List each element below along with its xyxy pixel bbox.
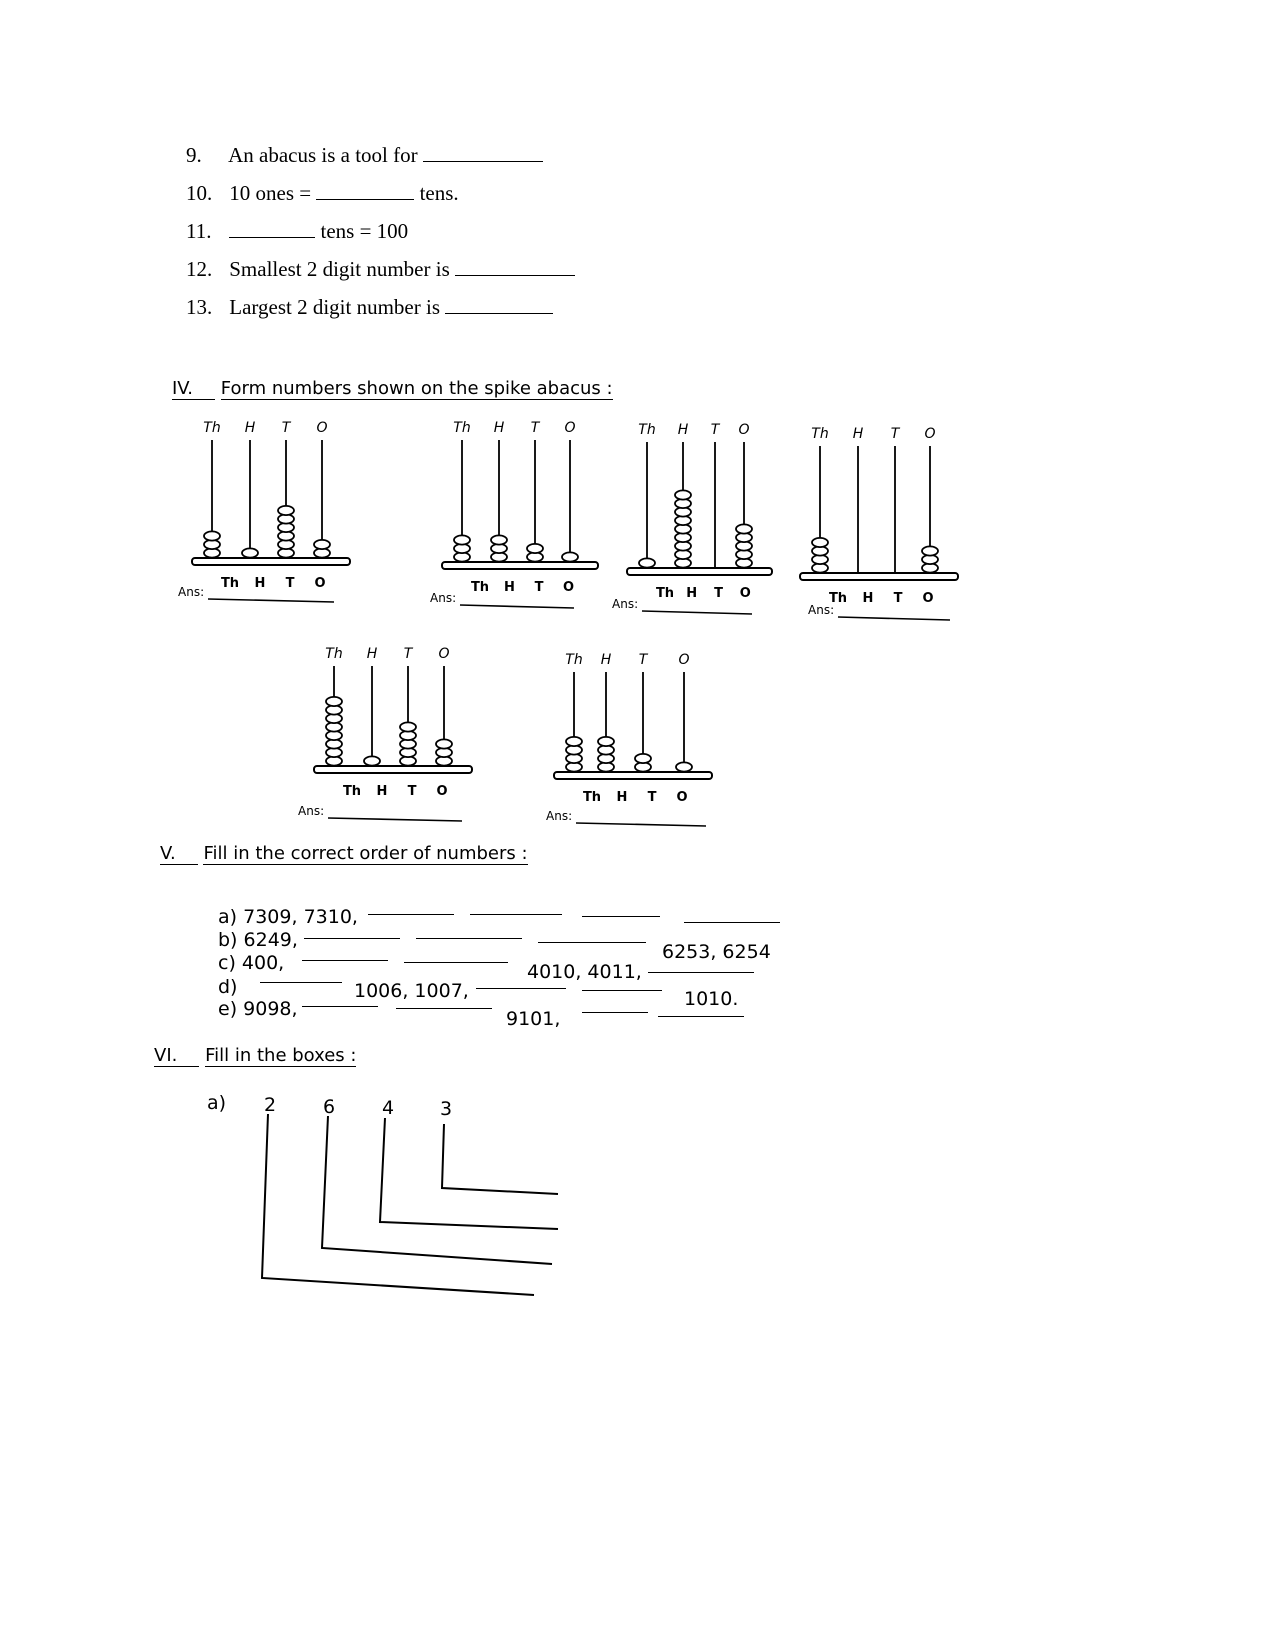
rod-label-bottom: O xyxy=(314,576,326,591)
digit-hundreds: 6 xyxy=(323,1096,336,1118)
question-number: 9. xyxy=(186,143,202,167)
question-text-after: tens. xyxy=(419,181,459,205)
rod-label-top: T xyxy=(281,420,291,436)
given-number: 7310, xyxy=(303,906,358,928)
answer-label: Ans: xyxy=(612,597,639,611)
rod-label-bottom: T xyxy=(893,591,903,606)
rod-label-bottom: Th xyxy=(470,580,490,595)
bracket-line-ones xyxy=(442,1124,558,1194)
rod-label-top: T xyxy=(638,652,648,668)
rod-label-top: H xyxy=(244,420,256,436)
question-text: An abacus is a tool for xyxy=(228,143,418,167)
rod-label-top: Th xyxy=(325,646,343,662)
question-text: Largest 2 digit number is xyxy=(229,295,440,319)
question-text: 10 ones = xyxy=(229,181,312,205)
answer-label: Ans: xyxy=(430,591,457,605)
rod-label-top: H xyxy=(677,422,689,438)
rod-label-top: H xyxy=(493,420,505,436)
section-title: Fill in the correct order of numbers : xyxy=(203,843,528,864)
given-number: 7309, xyxy=(243,906,298,928)
row-label: e) xyxy=(218,998,238,1020)
row-label: b) xyxy=(218,929,238,951)
question-number: 12. xyxy=(186,257,213,281)
section-number: VI. xyxy=(154,1045,199,1067)
sequence-tail: 1010. xyxy=(684,988,739,1010)
question-text: Smallest 2 digit number is xyxy=(229,257,450,281)
rod-label-bottom: O xyxy=(436,784,448,799)
rod-label-top: O xyxy=(738,422,750,438)
answer-label: Ans: xyxy=(546,809,573,823)
section-number: IV. xyxy=(172,378,215,400)
bracket-line-tens xyxy=(380,1118,558,1229)
rod-label-top: T xyxy=(530,420,540,436)
rod-label-bottom: H xyxy=(376,784,388,799)
digit-tens: 4 xyxy=(382,1097,395,1119)
answer-label: Ans: xyxy=(808,603,835,617)
rod-label-top: H xyxy=(600,652,612,668)
sequence-tail: 6253, 6254 xyxy=(662,941,771,963)
answer-label: Ans: xyxy=(298,804,325,818)
question-number: 11. xyxy=(186,219,212,243)
rod-label-top: Th xyxy=(811,426,829,442)
rod-label-bottom: H xyxy=(616,790,628,805)
rod-label-bottom: Th xyxy=(220,576,240,591)
question-text-after: tens = 100 xyxy=(320,219,409,243)
rod-label-top: O xyxy=(316,420,328,436)
section-title: Form numbers shown on the spike abacus : xyxy=(220,378,613,399)
row-label: a) xyxy=(218,906,238,928)
rod-label-top: O xyxy=(924,426,936,442)
rod-label-bottom: T xyxy=(534,580,544,595)
rod-label-bottom: O xyxy=(676,790,688,805)
row-label: d) xyxy=(218,976,238,998)
given-number: 9098, xyxy=(243,998,298,1020)
rod-label-bottom: Th xyxy=(582,790,602,805)
answer-label: Ans: xyxy=(178,585,205,599)
digit-ones: 3 xyxy=(440,1098,453,1120)
rod-label-bottom: O xyxy=(739,586,751,601)
rod-label-top: O xyxy=(564,420,576,436)
rod-label-top: T xyxy=(890,426,900,442)
rod-label-bottom: H xyxy=(504,580,515,595)
section-title: Fill in the boxes : xyxy=(205,1045,357,1066)
bracket-line-thousands xyxy=(262,1114,534,1295)
sequence-middle: 1006, 1007, xyxy=(354,980,469,1002)
rod-label-top: Th xyxy=(453,420,471,436)
rod-label-top: H xyxy=(852,426,864,442)
row-label: c) xyxy=(218,952,236,974)
rod-label-bottom: H xyxy=(862,591,874,606)
given-number: 400, xyxy=(241,952,285,974)
rod-label-top: H xyxy=(366,646,378,662)
rod-label-bottom: T xyxy=(285,576,295,591)
sequence-middle: 4010, 4011, xyxy=(527,961,642,983)
rod-label-top: O xyxy=(678,652,690,668)
rod-label-bottom: Th xyxy=(655,586,675,601)
rod-label-top: Th xyxy=(638,422,656,438)
question-number: 10. xyxy=(186,181,213,205)
sequence-middle: 9101, xyxy=(506,1008,561,1030)
rod-label-top: O xyxy=(438,646,450,662)
rod-label-bottom: T xyxy=(407,784,417,799)
rod-label-top: T xyxy=(710,422,720,438)
question-number: 13. xyxy=(186,295,213,319)
rod-label-bottom: T xyxy=(647,790,657,805)
section-number: V. xyxy=(160,843,198,865)
bracket-line-hundreds xyxy=(322,1116,552,1264)
item-label: a) xyxy=(207,1092,227,1114)
rod-label-bottom: Th xyxy=(342,784,362,799)
rod-label-top: T xyxy=(403,646,413,662)
rod-label-bottom: O xyxy=(922,591,934,606)
digit-thousands: 2 xyxy=(264,1094,277,1116)
given-number: 6249, xyxy=(243,929,298,951)
rod-label-bottom: H xyxy=(686,586,698,601)
rod-label-top: Th xyxy=(203,420,221,436)
rod-label-bottom: Th xyxy=(828,591,848,606)
rod-label-bottom: T xyxy=(714,586,723,601)
rod-label-bottom: H xyxy=(254,576,266,591)
rod-label-bottom: O xyxy=(562,580,575,595)
rod-label-top: Th xyxy=(565,652,583,668)
